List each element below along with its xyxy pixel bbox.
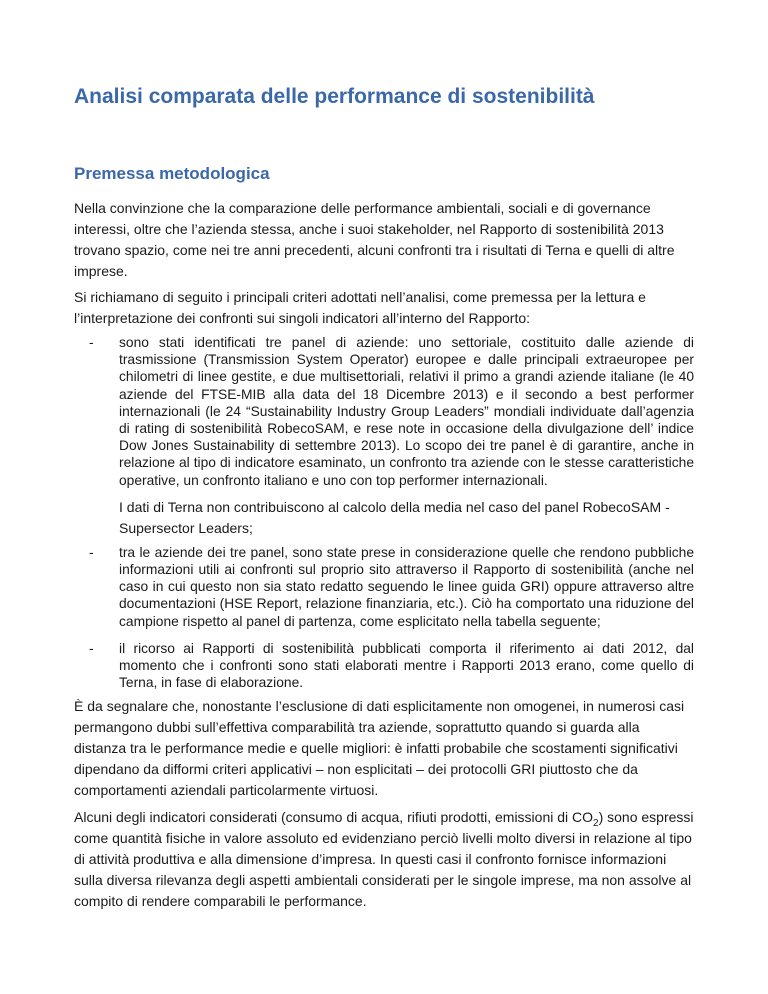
list-dash: - bbox=[89, 640, 94, 656]
section-heading: Premessa metodologica bbox=[74, 164, 270, 183]
paragraph-intro: Nella convinzione che la comparazione delle performance ambientali, sociali e di governance interessi, oltre che l’azienda stessa, anche i suoi stakeholder, nel Rapporto di sostenibilità 2013 trovano spazio, come nei tre anni precedenti, alcuni confronti tra i risultati di Terna e quelli di altre imprese. bbox=[74, 200, 675, 279]
paragraph-indicators-part2: ) sono espressi come quantità fisiche in valore assoluto ed evidenziano perciò livelli molto diversi in relazione al tipo di attività produttiva e alla dimensione d’impresa. In questi casi il confronto fornisce informazioni sulla diversa rilevanza degli aspetti ambientali considerati per le singole imprese, ma non assolve al compito di rendere comparabili le performance. bbox=[74, 809, 694, 910]
paragraph-indicators bbox=[74, 807, 694, 912]
list-item bbox=[74, 640, 694, 692]
list-dash: - bbox=[89, 544, 94, 560]
list-item-note: I dati di Terna non contribuiscono al calcolo della media nel caso del panel RobecoSAM - Supersector Leaders; bbox=[119, 498, 670, 536]
criteria-list bbox=[74, 544, 694, 692]
list-item-text: sono stati identificati tre panel di aziende: uno settoriale, costituito dalle aziende di trasmissione (Transmission System Operator) europee e dalle principali extraeuropee per chilometri di linee gestite, e due multisettoriali, relativi il primo a grandi aziende italiane (le 40 aziende del FTSE-MIB alla data del 18 Dicembre 2013) e il secondo a best performer internazionali (le 24 “Sustainability Industry Group Leaders” mondiali individuate dall’agenzia di rating di sostenibilità RobecoSAM, e rese note in occasione della divulgazione dell’ indice Dow Jones Sustainability di settembre 2013). Lo scopo dei tre panel è di garantire, anche in relazione al tipo di indicatore esaminato, un confronto tra aziende con le stesse caratteristiche operative, un confronto italiano e uno con top performer internazionali. bbox=[119, 335, 694, 488]
document-title: Analisi comparata delle performance di sostenibilità bbox=[74, 85, 595, 108]
paragraph-indicators-part1: Alcuni degli indicatori considerati (consumo di acqua, rifiuti prodotti, emissioni di CO bbox=[74, 809, 594, 826]
list-dash: - bbox=[89, 335, 94, 350]
list-item-text: tra le aziende dei tre panel, sono state prese in considerazione quelle che rendono pubbliche informazioni utili ai confronti sul proprio sito attraverso il Rapporto di sostenibilità (anche nel caso in cui questo non sia stato redatto seguendo le linee guida GRI) oppure attraverso altre documentazioni (HSE Report, relazione finanziaria, etc.). Ciò ha comportato una riduzione del campione rispetto al panel di partenza, come esplicitato nella tabella seguente; bbox=[119, 544, 694, 629]
paragraph-caveat: È da segnalare che, nonostante l’esclusione di dati esplicitamente non omogenei, in numerosi casi permangono dubbi sull’effettiva comparabilità tra aziende, soprattutto quando si guarda alla distanza tra le performance medie e quelle migliori: è infatti probabile che scostamenti significativi dipendano da difformi criteri applicativi – non esplicitati – dei protocolli GRI piuttosto che da comportamenti aziendali particolarmente virtuosi. bbox=[74, 698, 685, 799]
co2-subscript: 2 bbox=[593, 818, 599, 830]
paragraph-criteria: Si richiamano di seguito i principali criteri adottati nell’analisi, come premessa per la lettura e l’interpretazione dei confronti sui singoli indicatori all’interno del Rapporto: bbox=[74, 289, 646, 326]
list-item bbox=[74, 544, 694, 630]
list-item bbox=[74, 334, 694, 489]
criteria-list bbox=[74, 334, 694, 489]
list-item-text: il ricorso ai Rapporti di sostenibilità pubblicati comporta il riferimento ai dati 2012, dal momento che i confronti sono stati elaborati mentre i Rapporti 2013 erano, come quello di Terna, in fase di elaborazione. bbox=[119, 640, 694, 691]
